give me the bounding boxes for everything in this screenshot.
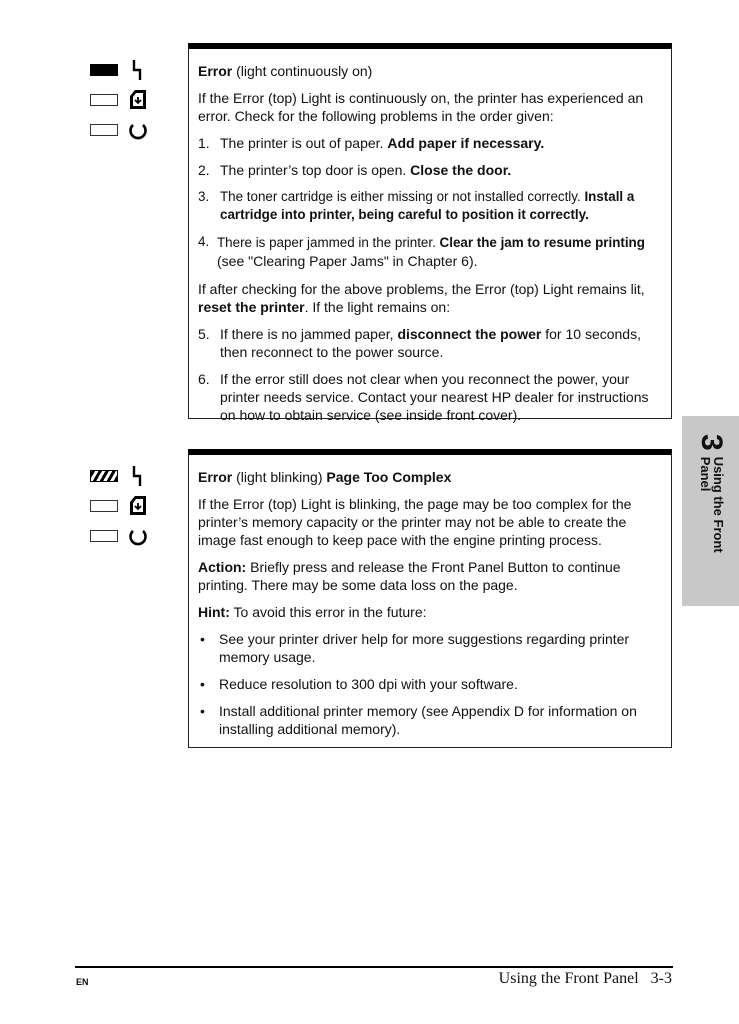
bullet-text: See your printer driver help for more suggestions regarding printer memory usage. xyxy=(219,631,630,665)
numbered-item xyxy=(198,233,657,271)
bullet-item xyxy=(198,630,657,666)
hint-body: To avoid this error in the future: xyxy=(229,604,427,620)
page-number: 3-3 xyxy=(650,970,672,987)
paper-feed-icon xyxy=(128,494,148,518)
item-number: 2. xyxy=(198,162,210,178)
chapter-label-line1: Using the Front xyxy=(711,456,726,553)
item-after: for 10 seconds, then reconnect to the power source. xyxy=(220,326,641,360)
item-number: 5. xyxy=(198,326,210,342)
item-number: 6. xyxy=(198,371,210,387)
ready-light-row xyxy=(90,118,150,148)
ready-light-row xyxy=(90,524,150,554)
indicator-lights-continuous xyxy=(90,58,150,148)
followup-text xyxy=(198,280,657,316)
section-title xyxy=(198,62,657,80)
ready-circle-icon xyxy=(128,118,148,142)
chapter-tab-content xyxy=(695,434,728,553)
numbered-item xyxy=(198,325,657,361)
footer-page-info xyxy=(499,970,672,988)
item-number: 4. xyxy=(198,234,210,249)
action-label: Action: xyxy=(198,559,247,575)
item-number: 1. xyxy=(198,135,210,151)
title-rest: (light blinking) xyxy=(232,469,327,485)
item-plain: If there is no jammed paper, xyxy=(220,326,398,342)
item-bold: Clear the jam to resume printing xyxy=(439,235,645,250)
hint-text xyxy=(198,603,657,621)
ready-led-off xyxy=(90,530,118,542)
footer-language: EN xyxy=(76,977,89,987)
footer-divider xyxy=(75,966,673,968)
error-lightning-icon xyxy=(128,464,148,488)
bullet-icon: • xyxy=(200,703,205,719)
item-plain: There is paper jammed in the printer. xyxy=(217,235,440,250)
action-text xyxy=(198,558,657,594)
chapter-number: 3 xyxy=(695,434,728,451)
bullet-item xyxy=(198,702,657,738)
ready-circle-icon xyxy=(128,524,148,548)
paper-light-row xyxy=(90,88,150,118)
paper-led-off xyxy=(90,94,118,106)
numbered-item xyxy=(198,161,657,179)
intro-text: If the Error (top) Light is blinking, the page may be too complex for the printer’s memory capacity or the printer may not be able to create the image fast enough to keep pace with the engine printing process. xyxy=(198,496,632,548)
item-text xyxy=(220,134,657,152)
item-text xyxy=(220,325,657,361)
title-rest: (light continuously on) xyxy=(232,63,373,79)
chapter-thumb-tab xyxy=(682,416,739,606)
followup-post: . If the light remains on: xyxy=(304,299,451,315)
action-body: Briefly press and release the Front Panel Button to continue printing. There may be some data loss on the page. xyxy=(198,559,621,593)
item-bold: Add paper if necessary. xyxy=(387,135,545,151)
item-bold: disconnect the power xyxy=(397,326,542,342)
item-bold: Install a cartridge into printer, being careful to position it correctly. xyxy=(220,189,635,222)
chapter-label-line2: Panel xyxy=(698,456,713,492)
title-bold: Error xyxy=(198,469,233,485)
ready-led-off xyxy=(90,124,118,136)
bullet-icon: • xyxy=(200,676,205,692)
bullet-text: Install additional printer memory (see Appendix D for information on installing additional memory). xyxy=(219,703,637,737)
item-bold: Close the door. xyxy=(410,162,512,178)
indicator-lights-blinking xyxy=(90,464,150,554)
numbered-item xyxy=(198,188,657,224)
item-plain: The toner cartridge is either missing or not installed correctly. xyxy=(220,189,585,204)
followup-bold: reset the printer xyxy=(198,299,305,315)
hint-label: Hint: xyxy=(198,604,230,620)
item-text xyxy=(220,188,657,224)
bullet-text: Reduce resolution to 300 dpi with your software. xyxy=(219,676,518,692)
paper-feed-icon xyxy=(128,88,148,112)
error-led-blinking xyxy=(90,470,118,482)
followup-pre: If after checking for the above problems, the Error (top) Light remains lit, xyxy=(198,281,645,297)
chapter-label xyxy=(699,457,725,553)
bullet-item xyxy=(198,675,657,693)
numbered-item xyxy=(198,134,657,152)
intro-text: If the Error (top) Light is continuously on, the printer has experienced an error. Check for the following problems in the order given: xyxy=(198,90,644,124)
error-led-on xyxy=(90,64,118,76)
item-text xyxy=(217,233,657,271)
footer-title: Using the Front Panel xyxy=(498,970,639,987)
title-bold-2: Page Too Complex xyxy=(326,469,452,485)
item-number: 3. xyxy=(198,189,210,204)
item-text xyxy=(220,161,657,179)
error-light-row xyxy=(90,464,150,494)
item-plain: The printer’s top door is open. xyxy=(220,162,411,178)
paper-light-row xyxy=(90,494,150,524)
title-bold: Error xyxy=(198,63,233,79)
section-title xyxy=(198,468,657,486)
paper-led-off xyxy=(90,500,118,512)
bullet-icon: • xyxy=(200,631,205,647)
error-continuous-box xyxy=(188,43,672,423)
item-plain: The printer is out of paper. xyxy=(220,135,388,151)
error-blinking-box xyxy=(188,449,672,748)
item-after: (see "Clearing Paper Jams" in Chapter 6). xyxy=(217,253,478,269)
error-light-row xyxy=(90,58,150,88)
item-text: If the error still does not clear when you reconnect the power, your printer needs service. Contact your nearest HP dealer for instructions on how to obtain service (see inside front cover). xyxy=(220,371,649,423)
numbered-item xyxy=(198,370,657,424)
error-lightning-icon xyxy=(128,58,148,82)
